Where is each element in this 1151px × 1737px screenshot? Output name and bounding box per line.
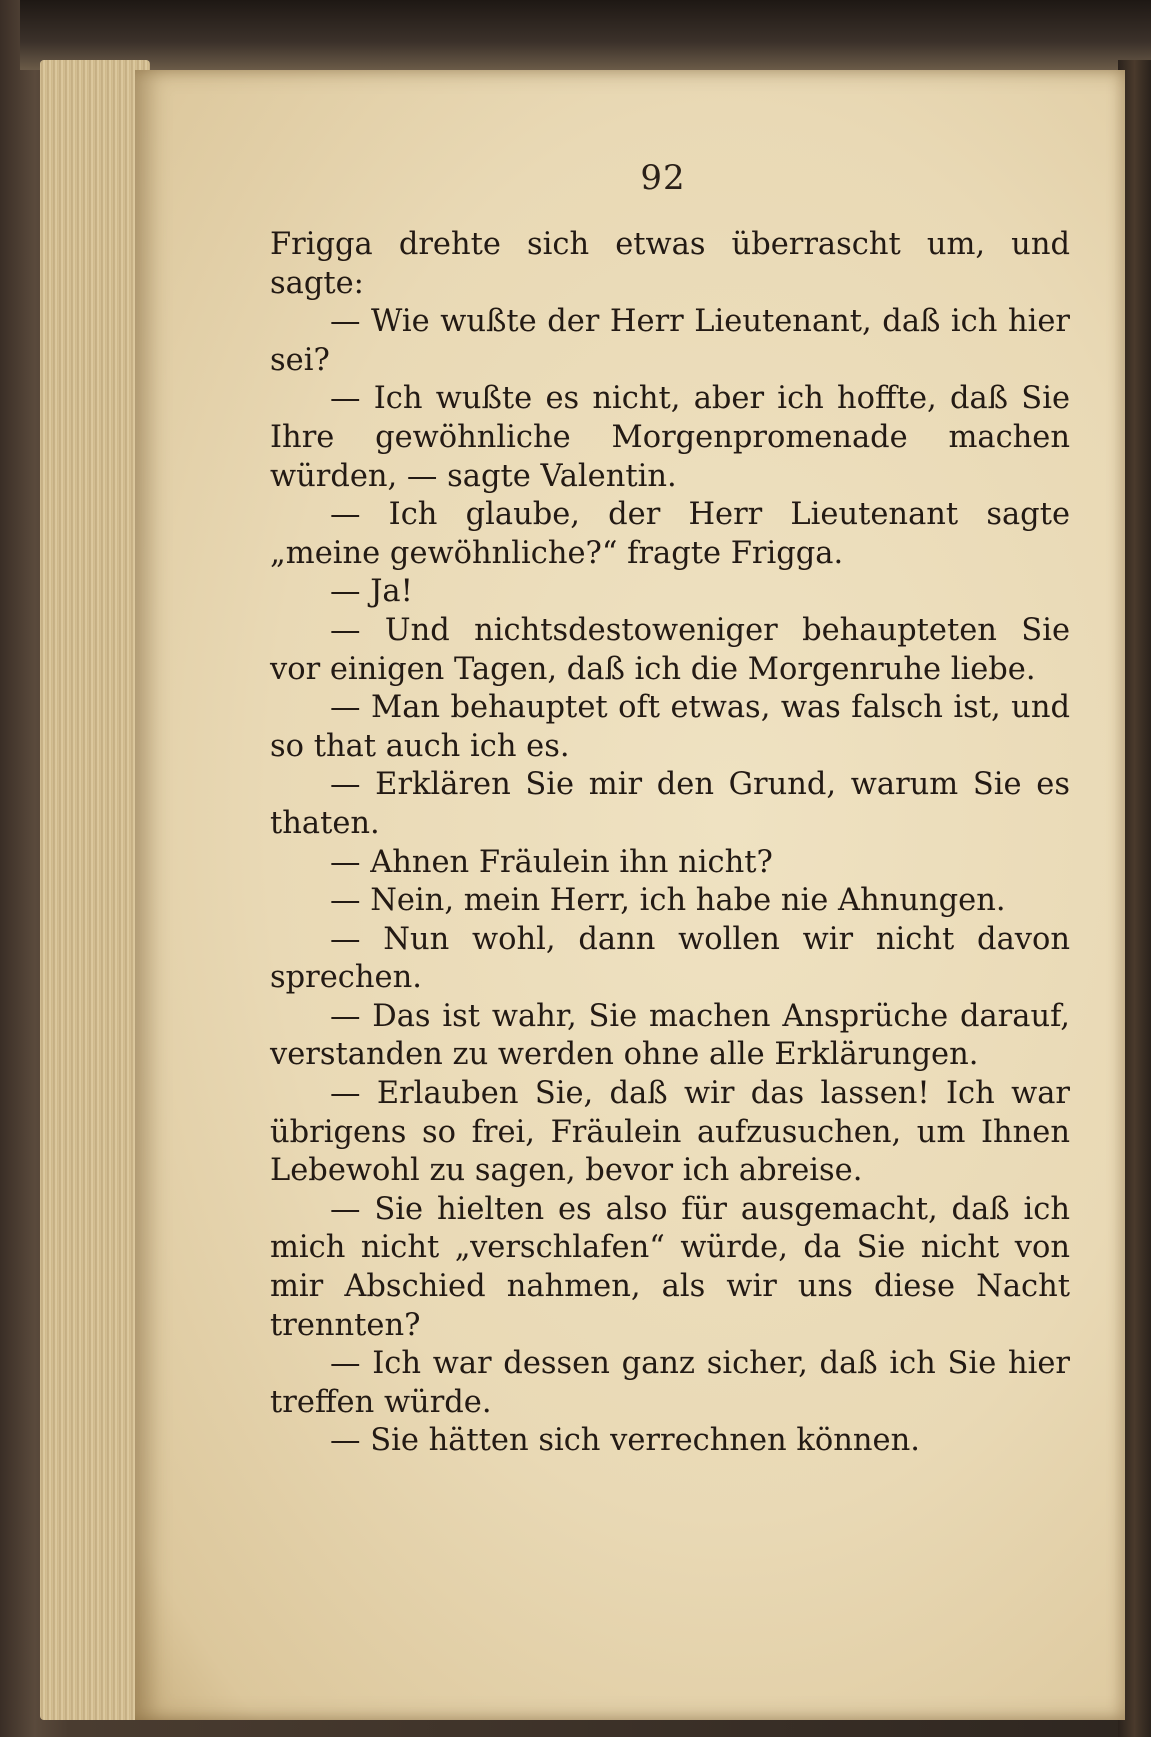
page-number: 92 [640,158,686,198]
page-text [270,226,1070,1461]
paragraph: — Ich glaube, der Herr Lieutenant sagte „meine gewöhnliche?“ fragte Frigga. [270,497,1070,571]
paragraph: — Ahnen Fräulein ihn nicht? [330,844,773,880]
paragraph: — Das ist wahr, Sie machen Ansprüche darauf, verstanden zu werden ohne alle Erklärungen. [270,998,1070,1073]
paragraph: — Ich war dessen ganz sicher, daß ich Sie hier treffen würde. [270,1346,1070,1420]
paragraph: — Wie wußte der Herr Lieutenant, daß ich hier sei? [270,304,1070,378]
paragraph: — Erklären Sie mir den Grund, warum Sie es thaten. [270,767,1070,841]
paragraph: — Ich wußte es nicht, aber ich hoffte, daß Sie Ihre gewöhnliche Morgenpromenade machen würden, — sagte Valentin. [270,381,1070,494]
paragraph: — Man behauptet oft etwas, was falsch ist, und so that auch ich es. [270,690,1070,764]
page-edges [40,60,150,1720]
paragraph: — Erlauben Sie, daß wir das lassen! Ich war übrigens so frei, Fräulein aufzusuchen, um Ihnen Lebewohl zu sagen, bevor ich abreise. [270,1076,1070,1189]
paragraph: — Nun wohl, dann wollen wir nicht davon sprechen. [270,921,1070,996]
paragraph: Frigga drehte sich etwas überrascht um, und sagte: [270,227,1070,301]
paragraph: — Nein, mein Herr, ich habe nie Ahnungen. [330,883,1006,919]
paragraph: — Und nichtsdestoweniger behaupteten Sie vor einigen Tagen, daß ich die Morgenruhe liebe. [270,612,1070,687]
paragraph: — Sie hielten es also für ausgemacht, daß ich mich nicht „verschlafen“ würde, da Sie nicht von mir Abschied nahmen, als wir uns diese Nacht trennten? [270,1191,1070,1343]
paragraph: — Sie hätten sich verrechnen können. [330,1423,920,1459]
paragraph: — Ja! [330,574,413,610]
book-cover-top [20,0,1151,70]
